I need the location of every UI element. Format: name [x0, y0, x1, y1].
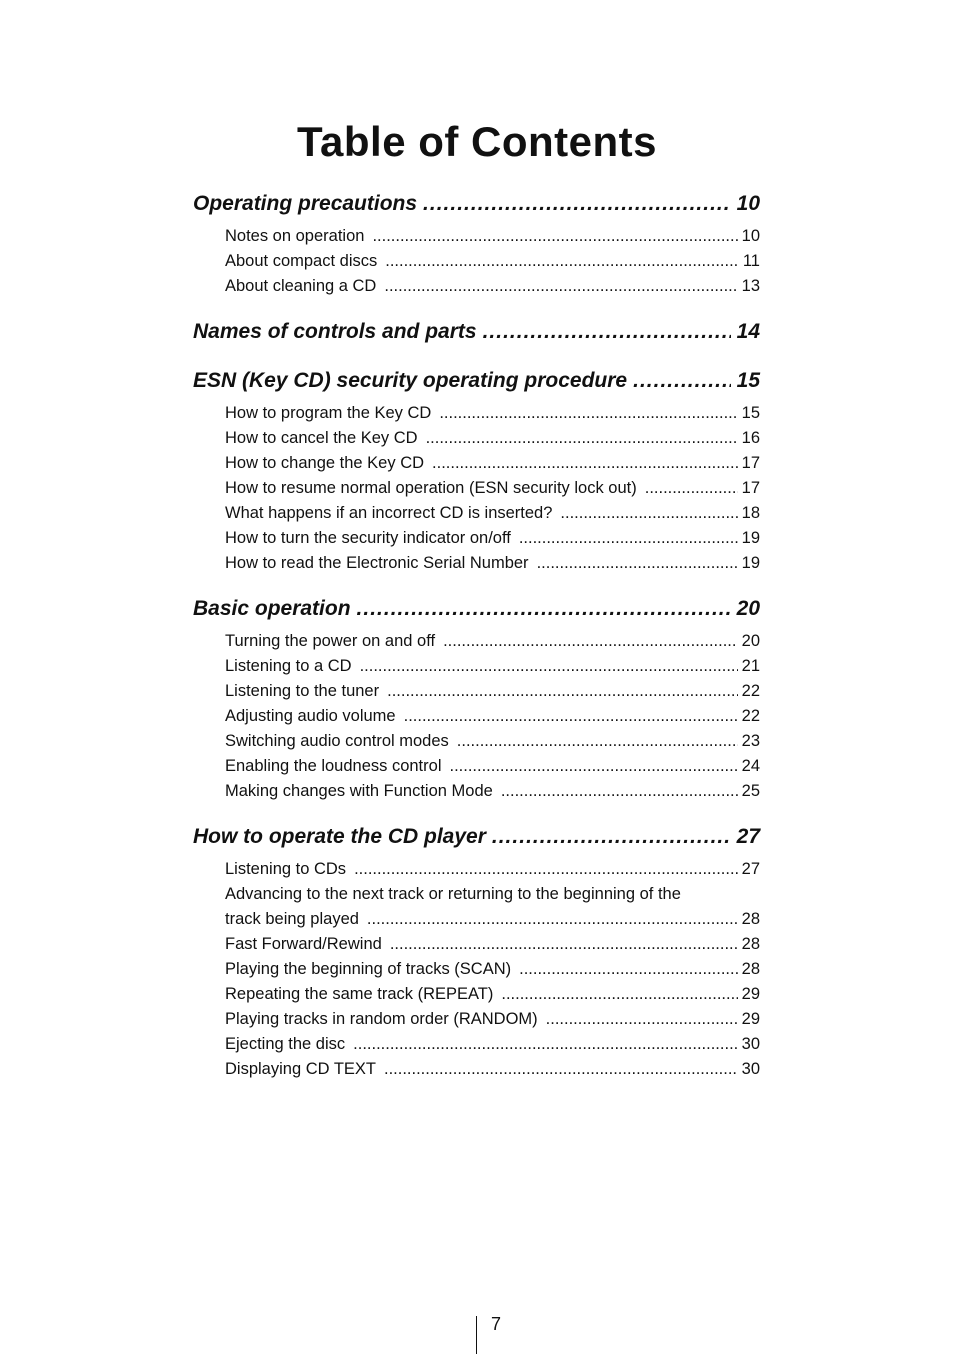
toc-entry[interactable] [225, 1032, 760, 1057]
toc-entry-page-number: 23 [741, 732, 760, 750]
toc-entry-page-number: 22 [741, 707, 760, 725]
toc-entry-page-number: 19 [741, 529, 760, 547]
toc-entry-page-number: 25 [741, 782, 760, 800]
toc-entry-page-number: 29 [741, 985, 760, 1003]
toc-entry-label: Repeating the same track (REPEAT) [225, 985, 494, 1003]
toc-entry-label: Playing tracks in random order (RANDOM) [225, 1010, 538, 1028]
toc-entry-list [193, 224, 760, 299]
toc-section [193, 316, 760, 348]
toc-entry-label: Switching audio control modes [225, 732, 449, 750]
dot-leader [353, 1032, 737, 1057]
section-page-number: 14 [736, 320, 760, 343]
toc-entry-label: How to change the Key CD [225, 454, 425, 472]
toc-section-heading[interactable] [193, 316, 760, 348]
section-page-number: 15 [736, 369, 760, 392]
toc-section [193, 365, 760, 576]
toc-entry-page-number: 29 [741, 1010, 760, 1028]
toc-entry[interactable] [225, 857, 760, 882]
toc-entry-list [193, 401, 760, 576]
dot-leader [519, 526, 738, 551]
toc-entry-label: Listening to CDs [225, 860, 347, 878]
toc-section-heading[interactable] [193, 593, 760, 625]
toc-entry-list [193, 629, 760, 804]
page-title: Table of Contents [296, 118, 658, 165]
dot-leader [390, 932, 738, 957]
dot-leader [360, 654, 738, 679]
toc-entry-label-line[interactable]: Advancing to the next track or returning to the beginning of the [225, 885, 681, 903]
toc-entry[interactable] [225, 1057, 760, 1082]
dot-leader [560, 501, 737, 526]
toc-entry-label: track being played [225, 910, 359, 928]
dot-leader [423, 188, 731, 220]
section-title: Basic operation [193, 597, 351, 620]
toc-entry[interactable] [225, 224, 760, 249]
section-page-number: 27 [736, 825, 760, 848]
toc-entry[interactable] [225, 249, 760, 274]
footer-divider [476, 1316, 477, 1354]
dot-leader [357, 593, 731, 625]
dot-leader [384, 1057, 738, 1082]
toc-entry-label: Fast Forward/Rewind [225, 935, 382, 953]
toc-section [193, 821, 760, 1082]
section-page-number: 20 [736, 597, 760, 620]
toc-section-heading[interactable] [193, 188, 760, 220]
toc-entry-label: Listening to a CD [225, 657, 352, 675]
toc-entry-list [193, 857, 760, 1082]
toc-entry[interactable] [225, 729, 760, 754]
toc-entry[interactable] [225, 779, 760, 804]
toc-entry-label: About compact discs [225, 252, 378, 270]
toc-entry-page-number: 21 [741, 657, 760, 675]
toc-entry-label: About cleaning a CD [225, 277, 377, 295]
toc-entry[interactable] [225, 957, 760, 982]
dot-leader [483, 316, 731, 348]
toc-entry[interactable] [225, 754, 760, 779]
toc-entry-label: How to turn the security indicator on/off [225, 529, 511, 547]
toc-entry-page-number: 15 [741, 404, 760, 422]
toc-entry-label: Adjusting audio volume [225, 707, 396, 725]
toc-entry[interactable] [225, 982, 760, 1007]
dot-leader [492, 821, 731, 853]
toc-entry-page-number: 11 [742, 252, 760, 270]
dot-leader [519, 957, 738, 982]
toc-entry[interactable] [225, 704, 760, 729]
dot-leader [404, 704, 738, 729]
toc-entry[interactable] [225, 551, 760, 576]
toc-section-heading[interactable] [193, 821, 760, 853]
toc-entry-page-number: 16 [741, 429, 760, 447]
dot-leader [457, 729, 738, 754]
dot-leader [645, 476, 738, 501]
toc-entry-label: Turning the power on and off [225, 632, 436, 650]
toc-entry[interactable] [225, 501, 760, 526]
dot-leader [432, 451, 738, 476]
toc-entry[interactable] [225, 1007, 760, 1032]
toc-entry-label: How to resume normal operation (ESN security lock out) [225, 479, 637, 497]
toc-section [193, 188, 760, 299]
toc-entry-page-number: 22 [741, 682, 760, 700]
toc-entry-label: Ejecting the disc [225, 1035, 346, 1053]
toc-entry-page-number: 27 [741, 860, 760, 878]
dot-leader [443, 629, 738, 654]
toc-entry-label: Making changes with Function Mode [225, 782, 493, 800]
toc-entry-page-number: 24 [741, 757, 760, 775]
toc-entry-page-number: 30 [741, 1060, 760, 1078]
dot-leader [385, 249, 739, 274]
toc-entry[interactable] [225, 907, 760, 932]
table-of-contents [193, 188, 760, 1099]
toc-entry[interactable] [225, 629, 760, 654]
toc-entry-label: Displaying CD TEXT [225, 1060, 376, 1078]
toc-entry-page-number: 17 [741, 454, 760, 472]
toc-section-heading[interactable] [193, 365, 760, 397]
toc-entry-label: How to cancel the Key CD [225, 429, 418, 447]
toc-entry-page-number: 10 [741, 227, 760, 245]
toc-entry-label: How to read the Electronic Serial Number [225, 554, 529, 572]
toc-entry[interactable] [225, 274, 760, 299]
dot-leader [354, 857, 738, 882]
toc-entry-page-number: 30 [741, 1035, 760, 1053]
dot-leader [372, 224, 737, 249]
dot-leader [501, 982, 737, 1007]
dot-leader [439, 401, 737, 426]
dot-leader [633, 365, 731, 397]
toc-entry-page-number: 28 [741, 935, 760, 953]
toc-entry-label: Listening to the tuner [225, 682, 380, 700]
dot-leader [387, 679, 738, 704]
toc-entry-label: What happens if an incorrect CD is inserted? [225, 504, 553, 522]
toc-entry-label: Playing the beginning of tracks (SCAN) [225, 960, 512, 978]
toc-entry-label: How to program the Key CD [225, 404, 432, 422]
toc-entry-page-number: 13 [741, 277, 760, 295]
section-title: How to operate the CD player [193, 825, 486, 848]
toc-section [193, 593, 760, 804]
toc-entry[interactable] [225, 451, 760, 476]
toc-entry-page-number: 20 [741, 632, 760, 650]
dot-leader [449, 754, 737, 779]
section-page-number: 10 [736, 192, 760, 215]
toc-entry-page-number: 17 [741, 479, 760, 497]
toc-entry[interactable] [225, 654, 760, 679]
dot-leader [384, 274, 737, 299]
dot-leader [367, 907, 738, 932]
toc-entry-label: Enabling the loudness control [225, 757, 442, 775]
section-title: ESN (Key CD) security operating procedure [193, 369, 628, 392]
toc-entry[interactable] [225, 426, 760, 451]
toc-entry-label: Notes on operation [225, 227, 365, 245]
toc-entry[interactable] [225, 679, 760, 704]
toc-entry-page-number: 28 [741, 960, 760, 978]
section-title: Operating precautions [193, 192, 418, 215]
dot-leader [501, 779, 738, 804]
toc-entry[interactable] [225, 476, 760, 501]
toc-entry-page-number: 18 [741, 504, 760, 522]
section-title: Names of controls and parts [193, 320, 477, 343]
dot-leader [426, 426, 738, 451]
toc-entry-page-number: 28 [741, 910, 760, 928]
dot-leader [537, 551, 738, 576]
toc-entry[interactable] [225, 526, 760, 551]
toc-entry[interactable] [225, 401, 760, 426]
dot-leader [546, 1007, 738, 1032]
toc-entry-page-number: 19 [741, 554, 760, 572]
toc-entry[interactable] [225, 932, 760, 957]
footer-page-number: 7 [491, 1314, 502, 1334]
